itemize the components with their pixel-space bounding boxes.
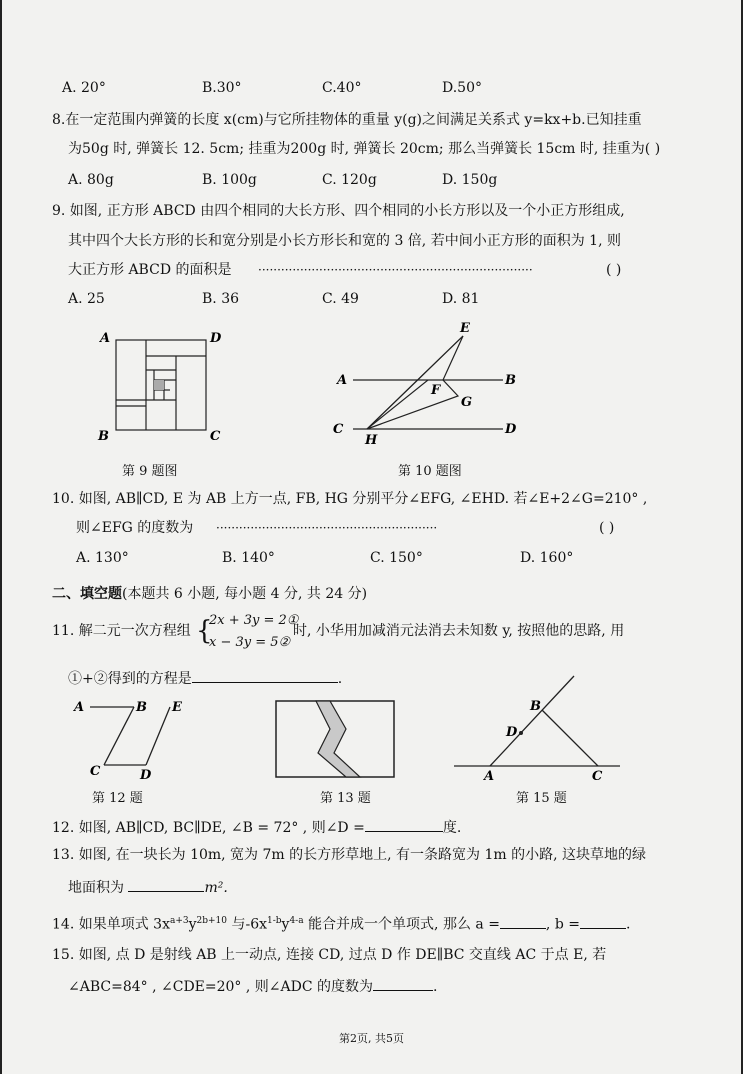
q13-unit: m². xyxy=(204,880,228,896)
q14-mid: 与-6x xyxy=(227,916,267,933)
q12-line xyxy=(52,817,461,837)
q10-line1: 10. 如图, AB∥CD, E 为 AB 上方一点, FB, HG 分别平分∠EFG, ∠EHD. 若∠E+2∠G=210° , xyxy=(52,491,648,507)
q9-option-d: D. 81 xyxy=(442,291,480,307)
fig9-label-a: A xyxy=(100,331,111,346)
fig9-caption: 第 9 题图 xyxy=(122,464,178,479)
fig9-center-square xyxy=(154,380,164,390)
q13-line2 xyxy=(68,877,228,897)
section2-title: 二、填空题 xyxy=(52,586,122,602)
q12-answer-blank[interactable] xyxy=(365,817,443,832)
q15-line1: 15. 如图, 点 D 是射线 AB 上一动点, 连接 CD, 过点 D 作 DE∥BC 交直线 AC 于点 E, 若 xyxy=(52,947,607,963)
fig9-label-b: B xyxy=(98,429,109,444)
q11-answer-blank[interactable] xyxy=(192,668,338,683)
q14-ask-a: 能合并成一个单项式, 那么 a = xyxy=(303,916,500,933)
fig13-path xyxy=(316,701,360,777)
q10-option-b: B. 140° xyxy=(222,550,275,566)
fig13-caption: 第 13 题 xyxy=(320,791,371,806)
fig10-caption: 第 10 题图 xyxy=(398,464,462,479)
q7-option-c: C.40° xyxy=(322,80,362,96)
q9-option-b: B. 36 xyxy=(202,291,240,307)
fig15-label-a: A xyxy=(484,769,495,784)
q8-line2: 为50g 时, 弹簧长 12. 5cm; 挂重为200g 时, 弹簧长 20cm; 那么当弹簧长 15cm 时, 挂重为( ) xyxy=(68,141,661,157)
q9-option-c: C. 49 xyxy=(322,291,359,307)
fig10-label-a: A xyxy=(337,373,348,388)
figure-9 xyxy=(90,322,230,452)
q14-end: . xyxy=(625,916,631,933)
fig9-label-d: D xyxy=(210,331,222,346)
fig10-label-c: C xyxy=(333,422,344,437)
q7-option-a: A. 20° xyxy=(62,80,106,96)
q9-line1: 9. 如图, 正方形 ABCD 由四个相同的大长方形、四个相同的小长方形以及一个小正方形组成, xyxy=(52,203,625,219)
q10-option-a: A. 130° xyxy=(76,550,129,566)
fig15-caption: 第 15 题 xyxy=(516,791,567,806)
fig12-caption: 第 12 题 xyxy=(92,791,143,806)
q14-var2: y xyxy=(281,916,290,933)
q14-exp2: 2b+10 xyxy=(196,916,228,926)
q8-option-a: A. 80g xyxy=(68,172,114,188)
q10-option-d: D. 160° xyxy=(520,550,574,566)
fig10-label-f: F xyxy=(431,383,441,398)
q15-line2 xyxy=(68,976,437,996)
q14-prefix: 14. 如果单项式 3x xyxy=(52,916,170,933)
figure-13 xyxy=(270,695,400,785)
scan-edge-left xyxy=(0,0,2,1074)
q13-line2-text: 地面积为 xyxy=(68,880,124,896)
figure-15 xyxy=(448,670,628,785)
q11-suffix: 时, 小华用加减消元法消去未知数 y, 按照他的思路, 用 xyxy=(293,623,625,639)
q11-brace: { xyxy=(196,616,213,646)
q13-answer-blank[interactable] xyxy=(128,877,204,892)
fig15-label-d: D xyxy=(506,725,518,740)
fig10-label-e: E xyxy=(460,321,470,336)
q7-option-b: B.30° xyxy=(202,80,242,96)
q8-option-d: D. 150g xyxy=(442,172,498,188)
fig12-label-a: A xyxy=(74,700,85,715)
q11-line2-text: ①+②得到的方程是 xyxy=(68,671,192,687)
q9-answer-paren: ( ) xyxy=(606,262,622,278)
fig12-label-d: D xyxy=(140,768,152,783)
q15-line2-text: ∠ABC=84° , ∠CDE=20° , 则∠ADC 的度数为 xyxy=(68,979,374,995)
q9-leader-dots: ········································································ xyxy=(258,263,533,277)
fig10-label-g: G xyxy=(461,395,473,410)
q9-line3 xyxy=(68,261,622,279)
q11-prefix: 11. 解二元一次方程组 xyxy=(52,623,191,639)
fig10-label-h: H xyxy=(365,433,378,448)
q10-line2 xyxy=(76,519,615,537)
q11-eq2: x − 3y = 5② xyxy=(209,635,291,650)
q14-blank-b[interactable] xyxy=(580,914,626,929)
section2-heading xyxy=(52,585,367,603)
q10-leader-dots: ·························································· xyxy=(216,521,438,535)
q14-blank-a[interactable] xyxy=(500,914,546,929)
q13-line1: 13. 如图, 在一块长为 10m, 宽为 7m 的长方形草地上, 有一条路宽为 1m 的小路, 这块草地的绿 xyxy=(52,847,647,863)
fig10-label-d: D xyxy=(505,422,517,437)
q14-exp4: 4-a xyxy=(289,916,304,926)
fig10-label-b: B xyxy=(505,373,516,388)
q10-stem-end: 则∠EFG 的度数为 xyxy=(76,520,194,536)
fig12-label-b: B xyxy=(136,700,147,715)
q14-exp3: 1-b xyxy=(267,916,282,926)
q15-answer-blank[interactable] xyxy=(373,976,433,991)
q12-text: 12. 如图, AB∥CD, BC∥DE, ∠B = 72° , 则∠D = xyxy=(52,820,365,836)
q12-suffix: 度. xyxy=(442,820,462,836)
q9-stem-end: 大正方形 ABCD 的面积是 xyxy=(68,262,232,278)
fig15-ray-ab xyxy=(490,676,574,766)
fig15-segment-bc xyxy=(542,710,598,766)
q10-answer-paren: ( ) xyxy=(599,520,615,536)
q11-line2 xyxy=(68,668,342,688)
q14-ask-b: , b = xyxy=(545,916,580,933)
q9-option-a: A. 25 xyxy=(68,291,105,307)
q14-line xyxy=(52,912,630,934)
q11-eq1: 2x + 3y = 2① xyxy=(209,613,299,628)
q8-option-c: C. 120g xyxy=(322,172,377,188)
fig12-label-c: C xyxy=(90,764,101,779)
q7-option-d: D.50° xyxy=(442,80,482,96)
figure-12 xyxy=(70,695,200,785)
q14-var1: y xyxy=(188,916,197,933)
fig15-point-d xyxy=(519,731,523,735)
q9-line2: 其中四个大长方形的长和宽分别是小长方形长和宽的 3 倍, 若中间小正方形的面积为 1, 则 xyxy=(68,233,621,249)
q11-line2-end: . xyxy=(337,671,343,687)
fig12-label-e: E xyxy=(172,700,182,715)
q8-option-b: B. 100g xyxy=(202,172,257,188)
q10-option-c: C. 150° xyxy=(370,550,423,566)
fig15-label-c: C xyxy=(592,769,603,784)
section2-note: (本题共 6 小题, 每小题 4 分, 共 24 分) xyxy=(122,586,368,602)
q15-end: . xyxy=(433,979,438,995)
q8-line1: 8.在一定范围内弹簧的长度 x(cm)与它所挂物体的重量 y(g)之间满足关系式 y=kx+b.已知挂重 xyxy=(52,112,642,128)
fig15-label-b: B xyxy=(530,699,541,714)
figure-10 xyxy=(325,318,525,448)
page-footer: 第2页, 共5页 xyxy=(339,1032,404,1045)
q14-exp1: a+3 xyxy=(169,916,189,926)
fig9-label-c: C xyxy=(210,429,221,444)
